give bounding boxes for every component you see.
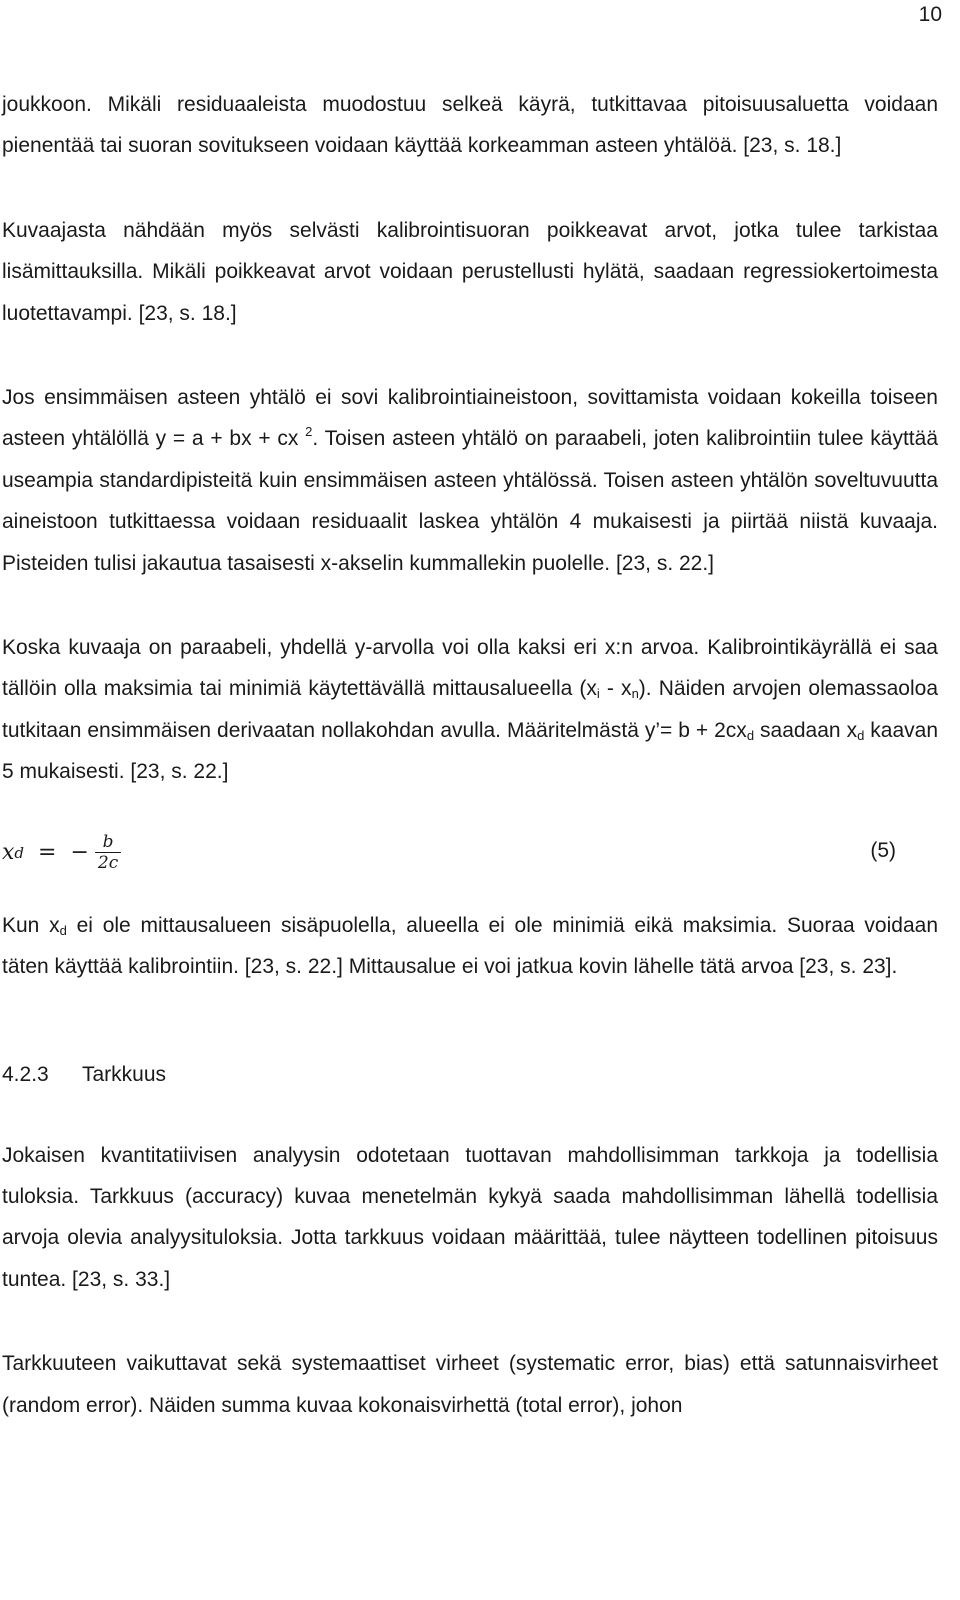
page-number: 10 <box>918 3 942 26</box>
paragraph-measurement-range: Kun $x_d$ ei ole mittausalueen sisäpuolella, alueella ei ole minimiä eikä maksimia. Suoraa voidaan täten käyttää kalibrointiin. [23, s. 22.] Mittausalue ei voi jatkua kovin lähelle tätä arvoa [23, s. 23]. <box>2 913 938 979</box>
section-heading <box>2 1054 938 1095</box>
paragraph-residuals: joukkoon. Mikäli residuaaleista muodostuu selkeä käyrä, tutkittavaa pitoisuusaluetta voidaan pienentää tai suoran sovitukseen voidaan käyttää korkeamman asteen yhtälöä. [23, s. 18.] <box>2 93 938 158</box>
equation-number: (5) <box>870 838 896 862</box>
paragraph-errors: Tarkkuuteen vaikuttavat sekä systemaattiset virheet (systematic error, bias) että satunnaisvirheet (random error). Näiden summa kuvaa kokonaisvirhettä (total error), johon <box>2 1352 938 1417</box>
paragraph-outliers: Kuvaajasta nähdään myös selvästi kalibrointisuoran poikkeavat arvot, jotka tulee tarkistaa lisämittauksilla. Mikäli poikkeavat arvot voidaan perustellusti hylätä, saadaan regressiokertoimesta luotettavampi. [23, s. 18.] <box>2 218 938 325</box>
section-number: 4.2.3 <box>2 1062 49 1086</box>
document-page <box>2 84 938 1426</box>
equation-formula: x d = − $\frac{b}{2c}$ <box>2 829 121 877</box>
paragraph-parabola: Koska kuvaaja on paraabeli, yhdellä y-arvolla voi olla kaksi eri x:n arvoa. Kalibrointikäyrällä ei saa tällöin olla maksimia tai minimiä käytettävällä mittausalueella $(x_i - x_n)$. Näiden arvojen olemassaoloa tutkitaan ensimmäisen derivaatan nollakohdan avulla. Määritelmästä y’= $b + 2cx_d$ saadaan $x_d$ kaavan 5 mukaisesti. [23, s. 22.] <box>2 636 939 784</box>
equation-5 <box>2 821 938 885</box>
paragraph-second-degree: Jos ensimmäisen asteen yhtälö ei sovi kalibrointiaineistoon, sovittamista voidaan kokeilla toiseen asteen yhtälöllä y = a + bx + cx $^2$. Toisen asteen yhtälö on paraabeli, joten kalibrointiin tulee käyttää useampia standardipisteitä kuin ensimmäisen asteen yhtälössä. Toisen asteen yhtälön soveltuvuutta aineistoon tutkittaessa voidaan residuaalit laskea yhtälön 4 mukaisesti ja piirtää niistä kuvaaja. Pisteiden tulisi jakautua tasaisesti x-akselin kummallekin puolelle. [23, s. 22.] <box>2 386 938 575</box>
equation-fraction: $\frac{b}{2c}$ <box>95 832 121 873</box>
paragraph-accuracy: Jokaisen kvantitatiivisen analyysin odotetaan tuottavan mahdollisimman tarkkoja ja todellisia tuloksia. Tarkkuus (accuracy) kuvaa menetelmän kykyä saada mahdollisimman lähellä todellisia arvoja olevia analyysituloksia. Jotta tarkkuus voidaan määrittää, tulee näytteen todellinen pitoisuus tuntea. [23, s. 33.] <box>2 1143 938 1291</box>
section-title: Tarkkuus <box>82 1062 167 1086</box>
